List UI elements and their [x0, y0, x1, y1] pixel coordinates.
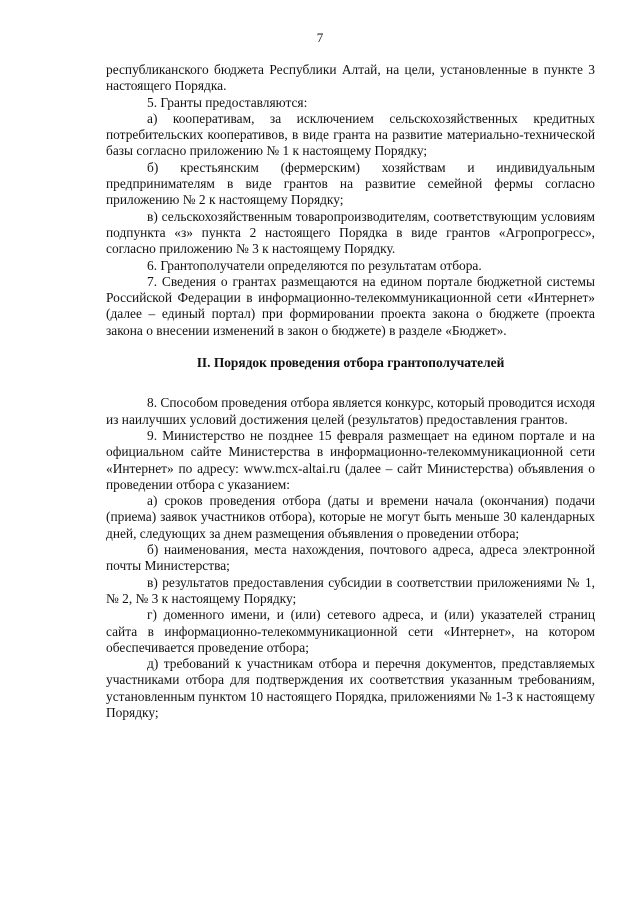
paragraph-9a: а) сроков проведения отбора (даты и времени начала (окончания) подачи (приема) заявок участников отбора), которые не могут быть меньше 30 календарных дней, следующих за днем размещения объявления о проведении отбора;	[106, 493, 595, 541]
paragraph-5b: б) крестьянским (фермерским) хозяйствам и индивидуальным предпринимателям в виде грантов на развитие семейной фермы согласно приложению № 2 к настоящему Порядку;	[106, 159, 595, 208]
paragraph-6: 6. Грантополучатели определяются по результатам отбора.	[147, 257, 482, 273]
paragraph-9g: г) доменного имени, и (или) сетевого адреса, и (или) указателей страниц сайта в информационно-телекоммуникационной сети «Интернет», на котором обеспечивается проведение отбора;	[106, 607, 595, 655]
section-heading: II. Порядок проведения отбора грантополучателей	[196, 355, 505, 371]
document-body	[106, 62, 595, 721]
paragraph-9v: в) результатов предоставления субсидии в соответствии приложениями № 1, № 2, № 3 к настоящему Порядку;	[106, 574, 595, 606]
paragraph-9b: б) наименования, места нахождения, почтового адреса, адреса электронной почты Министерства;	[106, 542, 595, 574]
paragraph-9d: д) требований к участникам отбора и перечня документов, представляемых участниками отбора для подтверждения их соответствия указанным требованиям, установленным пунктом 10 настоящего Порядка, приложениями № 1-3 к настоящему Порядку;	[106, 656, 595, 720]
page-number: 7	[316, 30, 324, 45]
paragraph-8: 8. Способом проведения отбора является конкурс, который проводится исходя из наилучших условий достижения целей (результатов) предоставления грантов.	[106, 395, 595, 427]
paragraph-7: 7. Сведения о грантах размещаются на едином портале бюджетной системы Российской Федерации в информационно-телекоммуникационной сети «Интернет» (далее – единый портал) при формировании проекта закона о бюджете (проекта закона о внесении изменений в закон о бюджете) в разделе «Бюджет».	[106, 273, 595, 338]
paragraph-5v: в) сельскохозяйственным товаропроизводителям, соответствующим условиям подпункта «з» пункта 2 настоящего Порядка в виде грантов «Агропрогресс», согласно приложению № 3 к настоящему Порядку.	[106, 208, 595, 257]
paragraph-continuation: республиканского бюджета Республики Алтай, на цели, установленные в пункте 3 настоящего Порядка.	[106, 62, 595, 94]
paragraph-9: 9. Министерство не позднее 15 февраля размещает на едином портале и на официальном сайте Министерства в информационно-телекоммуникационной сети «Интернет» по адресу: www.mcx-altai.ru (далее – сайт Министерства) объявления о проведении отбора с указанием:	[106, 427, 595, 492]
paragraph-5a: а) кооперативам, за исключением сельскохозяйственных кредитных потребительских кооперативов, в виде гранта на развитие материально-технической базы согласно приложению № 1 к настоящему Порядку;	[106, 110, 595, 159]
paragraph-5: 5. Гранты предоставляются:	[147, 94, 308, 110]
